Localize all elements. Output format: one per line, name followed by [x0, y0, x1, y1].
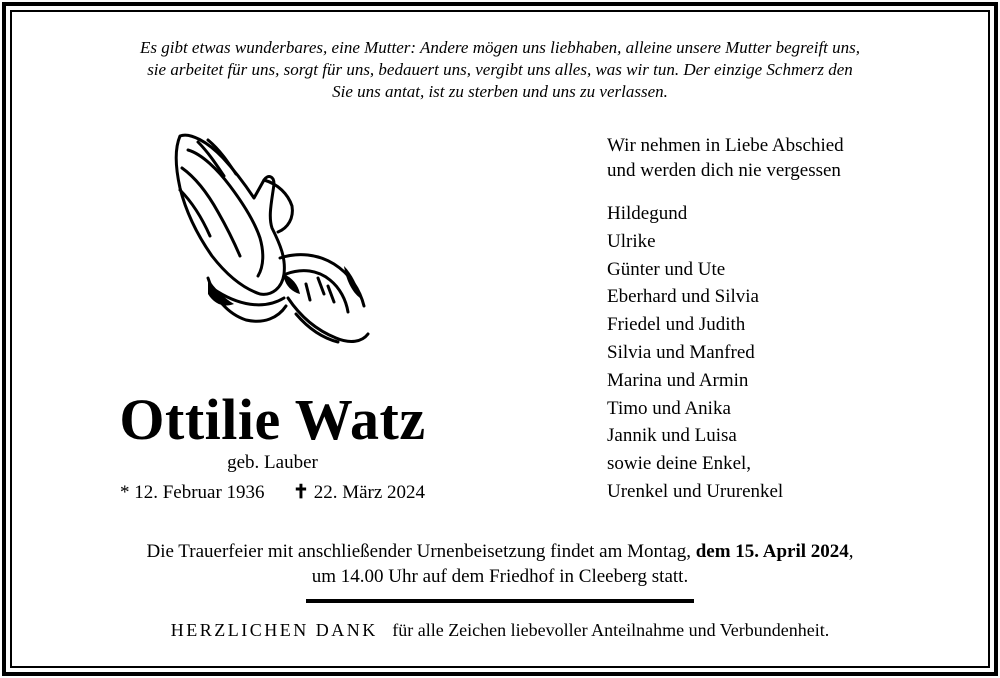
mourner-entry: Ulrike	[607, 230, 656, 252]
service-text: Die Trauerfeier mit anschließender Urnenbeisetzung findet am Montag,	[146, 541, 691, 562]
mourner-entry: Timo und Anika	[607, 397, 731, 419]
mourner-entry: Jannik und Luisa	[607, 425, 737, 447]
maiden-name: geb. Lauber	[227, 452, 318, 473]
mourner-entry: Günter und Ute	[607, 258, 726, 280]
mourner-entry: sowie deine Enkel,	[607, 453, 752, 475]
cross-icon: ✝	[293, 482, 309, 503]
memorial-poem	[30, 37, 970, 103]
praying-hands-icon	[168, 128, 373, 358]
service-date: dem 15. April 2024	[695, 541, 849, 562]
poem-line: Es gibt etwas wunderbares, eine Mutter: Andere mögen uns liebhaben, alleine unsere Mutter begreift uns,	[139, 38, 861, 57]
divider	[306, 599, 694, 603]
birth-date: * 12. Februar 1936	[119, 482, 265, 503]
mourner-entry: Friedel und Judith	[607, 314, 746, 336]
service-line: um 14.00 Uhr auf dem Friedhof in Cleeberg statt.	[311, 566, 689, 587]
poem-line: sie arbeitet für uns, sorgt für uns, bedauert uns, vergibt uns alles, was wir tun. Der einzige Schmerz den	[147, 60, 853, 79]
thanks-text: für alle Zeichen liebevoller Anteilnahme und Verbundenheit.	[392, 620, 830, 640]
mourners-list	[607, 200, 783, 506]
deceased-name: Ottilie Watz	[119, 387, 426, 452]
farewell-line: Wir nehmen in Liebe Abschied	[607, 135, 844, 156]
mourner-entry: Marina und Armin	[607, 369, 749, 391]
service-line	[40, 539, 960, 564]
farewell-message	[607, 133, 844, 183]
service-punct: ,	[848, 541, 854, 562]
thanks-heading: HERZLICHEN DANK	[170, 620, 378, 640]
poem-line: Sie uns antat, ist zu sterben und uns zu verlassen.	[332, 82, 668, 101]
thanks-line	[40, 618, 960, 642]
mourner-entry: Hildegund	[607, 203, 688, 224]
mourner-entry: Silvia und Manfred	[607, 341, 755, 363]
mourner-entry: Urenkel und Ururenkel	[607, 480, 784, 502]
farewell-line: und werden dich nie vergessen	[607, 160, 841, 181]
death-date: 22. März 2024	[313, 482, 426, 503]
life-dates	[60, 481, 485, 505]
mourner-entry: Eberhard und Silvia	[607, 286, 759, 308]
funeral-service-info	[40, 539, 960, 589]
